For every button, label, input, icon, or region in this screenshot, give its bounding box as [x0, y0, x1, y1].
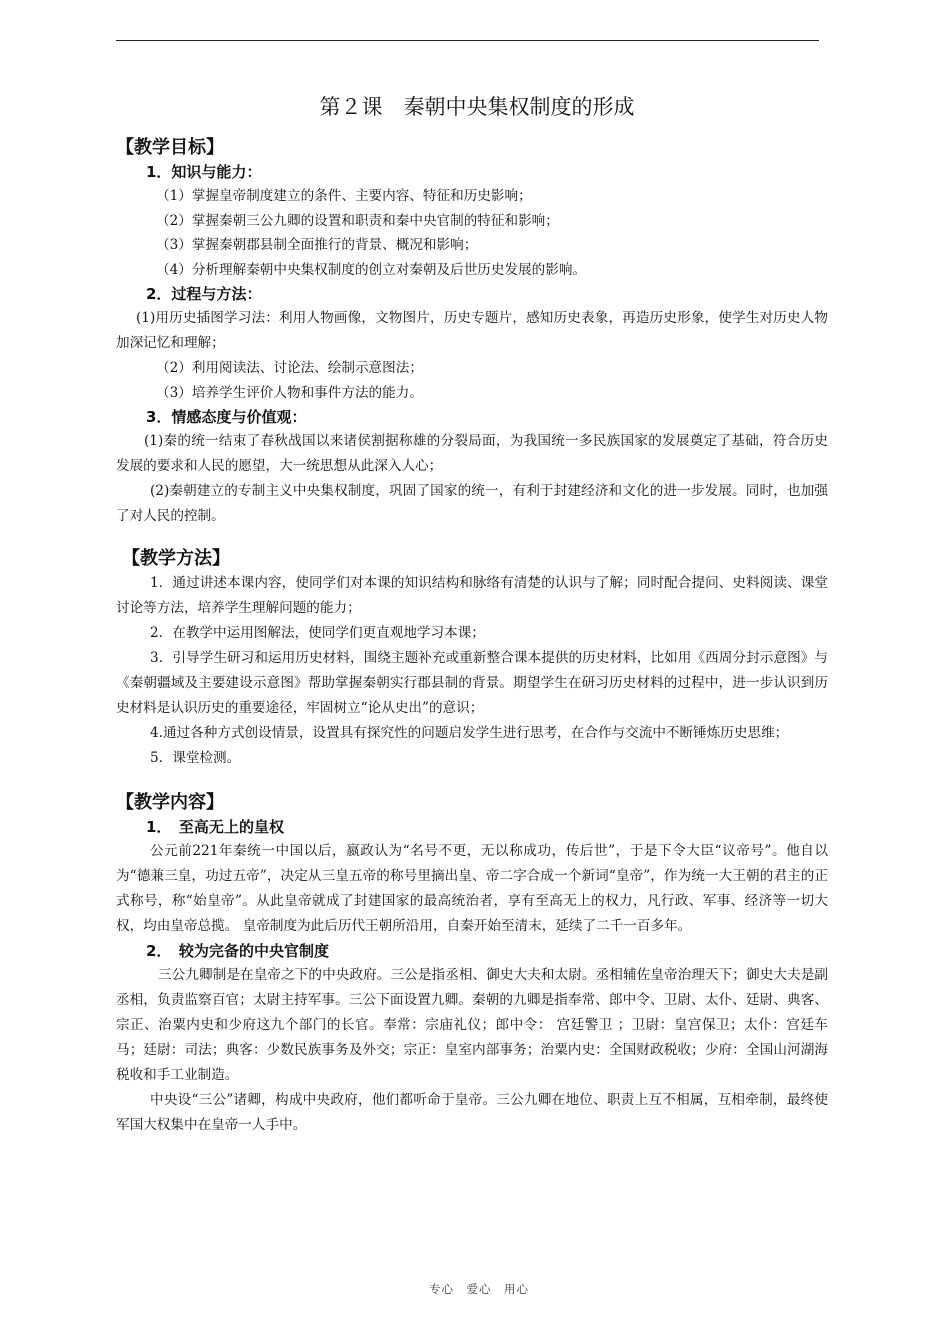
knowledge-item: （3）掌握秦朝郡县制全面推行的背景、概况和影响； [156, 237, 478, 253]
method-item: 2．在教学中运用图解法，使同学们更直观地学习本课； [150, 625, 485, 641]
emotion-paragraph: (1)秦的统一结束了春秋战国以来诸侯割据称雄的分裂局面，为我国统一多民族国家的发展奠定了基础，符合历史发展的要求和人民的愿望，大一统思想从此深入人心； [116, 433, 828, 474]
method-item: 5．课堂检测。 [150, 750, 241, 766]
emotion-paragraph: (2)秦朝建立的专制主义中央集权制度，巩固了国家的统一，有利于封建经济和文化的进一步发展。同时，也加强了对人民的控制。 [116, 483, 828, 524]
knowledge-item: （4）分析理解秦朝中央集权制度的创立对秦朝及后世历史发展的影响。 [156, 261, 587, 278]
header-rule [116, 40, 819, 41]
spacer [116, 771, 828, 791]
methods-heading: 【教学方法】 [122, 548, 230, 569]
content-heading: 【教学内容】 [116, 792, 224, 813]
emotion-heading: 3．情感态度与价值观： [146, 408, 307, 426]
content-paragraph: 三公九卿制是在皇帝之下的中央政府。三公是指丞相、御史大夫和太尉。丞相辅佐皇帝治理天下；御史大夫是副丞相，负责监察百官；太尉主持军事。三公下面设置九卿。秦朝的九卿是指奉常、郎中令、卫尉、太仆、廷尉、典客、宗正、治粟内史和少府这九个部门的长官。奉常：宗庙礼仪；郎中令： 宫廷警卫 ；卫尉：皇宫保卫；太仆：宫廷车马；廷尉：司法；典客：少数民族事务及外交；宗正：皇室内部事务；治粟内史：全国财政税收；少府：全国山河湖海税收和手工业制造。 [116, 967, 828, 1083]
process-item: （3）培养学生评价人物和事件方法的能力。 [156, 384, 423, 401]
method-item: 4.通过各种方式创设情景，设置具有探究性的问题启发学生进行思考，在合作与交流中不断锤炼历史思维； [150, 725, 789, 741]
process-heading: 2．过程与方法： [146, 285, 262, 303]
method-item: 1．通过讲述本课内容，使同学们对本课的知识结构和脉络有清楚的认识与了解；同时配合提问、史料阅读、课堂讨论等方法，培养学生理解问题的能力； [116, 575, 828, 616]
section-heading: 1． 至高无上的皇权 [146, 818, 284, 836]
process-item: （2）利用阅读法、讨论法、绘制示意图法； [156, 360, 423, 376]
process-paragraph: (1)用历史插图学习法：利用人物画像，文物图片，历史专题片，感知历史表象，再造历史形象，使学生对历史人物加深记忆和理解； [116, 310, 828, 351]
document-page [116, 92, 828, 1138]
section-heading: 2． 较为完备的中央官制度 [146, 942, 329, 960]
content-paragraph: 公元前221年秦统一中国以后，嬴政认为“名号不更，无以称成功，传后世”，于是下令大臣“议帝号”。他自以为“德兼三皇，功过五帝”，决定从三皇五帝的称号里摘出皇、帝二字合成一个新词“皇帝”，作为统一大王朝的君主的正式称号，称“始皇帝”。从此皇帝就成了封建国家的最高统治者，享有至高无上的权力，凡行政、军事、经济等一切大权，均由皇帝总揽。 皇帝制度为此后历代王朝所沿用，自秦开始至清末，延续了二千一百多年。 [116, 843, 828, 934]
knowledge-item: （1）掌握皇帝制度建立的条件、主要内容、特征和历史影响； [156, 188, 532, 204]
content-paragraph: 中央设“三公”诸卿，构成中央政府，他们都听命于皇帝。三公九卿在地位、职责上互不相属，互相牵制，最终使军国大权集中在皇帝一人手中。 [116, 1092, 828, 1133]
method-item: 3．引导学生研习和运用历史材料，围绕主题补充或重新整合课本提供的历史材料，比如用《西周分封示意图》与《秦朝疆域及主要建设示意图》帮助掌握秦朝实行郡县制的背景。期望学生在研习历史材料的过程中，进一步认识到历史材料是认识历史的重要途径，牢固树立“论从史出”的意识； [116, 650, 828, 716]
page-footer: 专心 爱心 用心 [429, 1282, 529, 1296]
spacer [116, 529, 828, 547]
page-title: 第２课 秦朝中央集权制度的形成 [319, 95, 635, 119]
knowledge-item: （2）掌握秦朝三公九卿的设置和职责和秦中央官制的特征和影响； [156, 212, 559, 229]
knowledge-heading: 1．知识与能力： [146, 163, 262, 181]
objectives-heading: 【教学目标】 [116, 137, 224, 158]
